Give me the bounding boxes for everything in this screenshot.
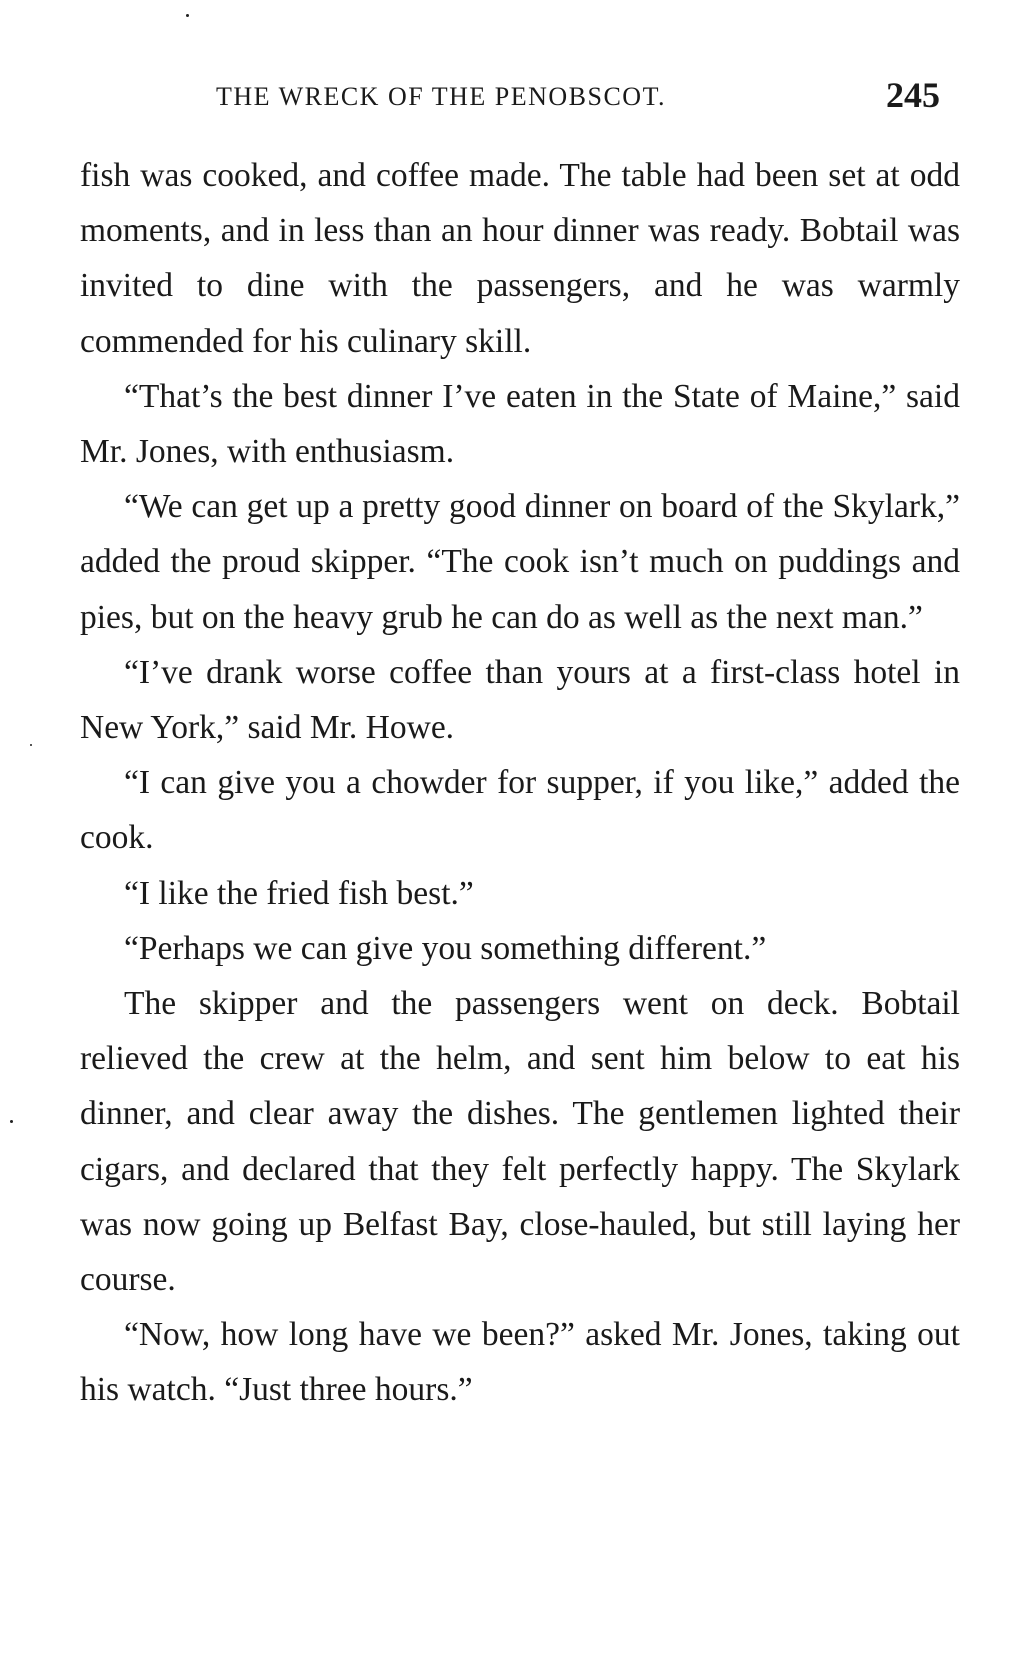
page-body	[80, 148, 960, 1418]
print-speck	[10, 1120, 13, 1123]
paragraph: “Perhaps we can give you something different.”	[124, 929, 767, 967]
running-title: THE WRECK OF THE PENOBSCOT.	[216, 82, 667, 111]
paragraph: “I can give you a chowder for supper, if you like,” added the cook.	[80, 764, 960, 857]
paragraph: “We can get up a pretty good dinner on board of the Skylark,” added the proud skipper. “The cook isn’t much on puddings and pies, but on the heavy grub he can do as well as the next man.”	[80, 488, 960, 636]
paragraph: fish was cooked, and coffee made. The table had been set at odd moments, and in less than an hour dinner was ready. Bobtail was invited to dine with the passengers, and he was warmly commended for his culinary skill.	[80, 157, 960, 360]
print-speck	[30, 744, 32, 746]
print-speck	[186, 14, 189, 17]
paragraph: “I like the fried fish best.”	[124, 874, 474, 912]
paragraph: “Now, how long have we been?” asked Mr. Jones, taking out his watch. “Just three hours.”	[80, 1316, 960, 1409]
paragraph: The skipper and the passengers went on deck. Bobtail relieved the crew at the helm, and sent him below to eat his dinner, and clear away the dishes. The gentlemen lighted their cigars, and declared that they felt perfectly happy. The Skylark was now going up Belfast Bay, close-hauled, but still laying her course.	[80, 985, 960, 1299]
paragraph: “That’s the best dinner I’ve eaten in the State of Maine,” said Mr. Jones, with enthusiasm.	[80, 377, 960, 471]
page-header	[80, 72, 960, 120]
paragraph: “I’ve drank worse coffee than yours at a first-class hotel in New York,” said Mr. Howe.	[80, 653, 960, 747]
page-number: 245	[886, 75, 940, 115]
